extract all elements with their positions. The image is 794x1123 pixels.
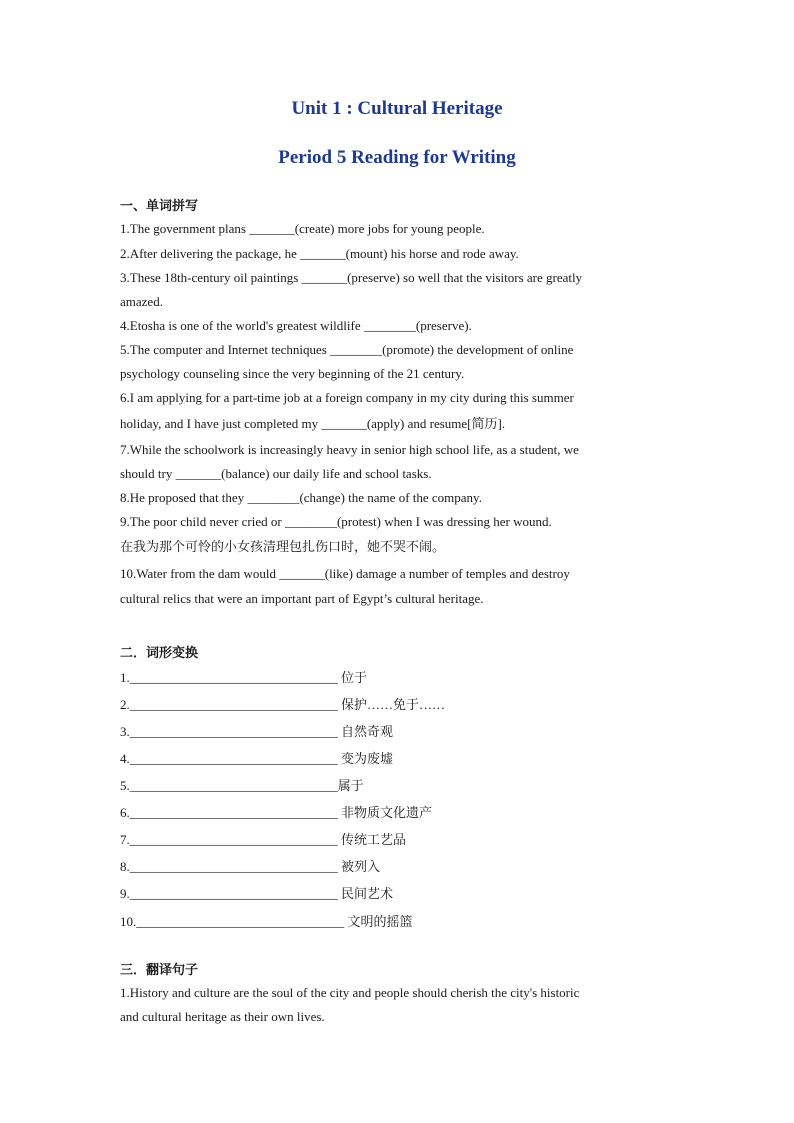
fill-blank-line: 6.________________________________ 非物质文化遗产 bbox=[120, 805, 433, 820]
fill-blank-line: 7.________________________________ 传统工艺品 bbox=[120, 832, 407, 847]
section1-line: 2.After delivering the package, he _______(mount) his horse and rode away. bbox=[120, 246, 519, 261]
section1-line: 6.I am applying for a part-time job at a foreign company in my city during this summer bbox=[120, 390, 574, 405]
section3-line: 1.History and culture are the soul of the city and people should cherish the city's historic bbox=[120, 985, 580, 1000]
section1-line: amazed. bbox=[120, 294, 163, 309]
fill-blank-line: 10.________________________________ 文明的摇篮 bbox=[120, 914, 413, 929]
period-title: Period 5 Reading for Writing bbox=[278, 147, 516, 168]
section1-heading: 一、单词拼写 bbox=[120, 199, 199, 214]
section1-line: 4.Etosha is one of the world's greatest wildlife ________(preserve). bbox=[120, 318, 472, 333]
section1-line: 8.He proposed that they ________(change) the name of the company. bbox=[120, 490, 482, 505]
section3-line: and cultural heritage as their own lives. bbox=[120, 1009, 325, 1024]
section1-line: holiday, and I have just completed my _______(apply) and resume[简历]. bbox=[120, 416, 506, 431]
section1-line: 3.These 18th-century oil paintings _______(preserve) so well that the visitors are greatly bbox=[120, 270, 583, 285]
section1-line: 5.The computer and Internet techniques ________(promote) the development of online bbox=[120, 342, 574, 357]
section1-line: 9.The poor child never cried or ________(protest) when I was dressing her wound. bbox=[120, 514, 552, 529]
section2-heading: 二．词形变换 bbox=[120, 646, 199, 661]
section3-heading: 三．翻译句子 bbox=[120, 963, 199, 978]
section1-line: 10.Water from the dam would _______(like) damage a number of temples and destroy bbox=[120, 566, 570, 581]
fill-blank-line: 8.________________________________ 被列入 bbox=[120, 859, 381, 874]
fill-blank-line: 3.________________________________ 自然奇观 bbox=[120, 724, 394, 739]
section1-line: should try _______(balance) our daily life and school tasks. bbox=[120, 466, 432, 481]
fill-blank-line: 4.________________________________ 变为废墟 bbox=[120, 751, 394, 766]
section1-line: 1.The government plans _______(create) more jobs for young people. bbox=[120, 221, 485, 236]
fill-blank-line: 2.________________________________ 保护……免于…… bbox=[120, 697, 446, 712]
fill-blank-line: 5.________________________________属于 bbox=[120, 778, 364, 793]
section1-translation: 在我为那个可怜的小女孩清理包扎伤口时，她不哭不闹。 bbox=[120, 540, 446, 555]
fill-blank-line: 9.________________________________ 民间艺术 bbox=[120, 886, 394, 901]
fill-blank-line: 1.________________________________ 位于 bbox=[120, 670, 368, 685]
section1-line: 7.While the schoolwork is increasingly heavy in senior high school life, as a student, we bbox=[120, 442, 579, 457]
section1-line: cultural relics that were an important part of Egypt’s cultural heritage. bbox=[120, 591, 484, 606]
section1-line: psychology counseling since the very beginning of the 21 century. bbox=[120, 366, 465, 381]
unit-title: Unit 1 : Cultural Heritage bbox=[291, 98, 503, 119]
